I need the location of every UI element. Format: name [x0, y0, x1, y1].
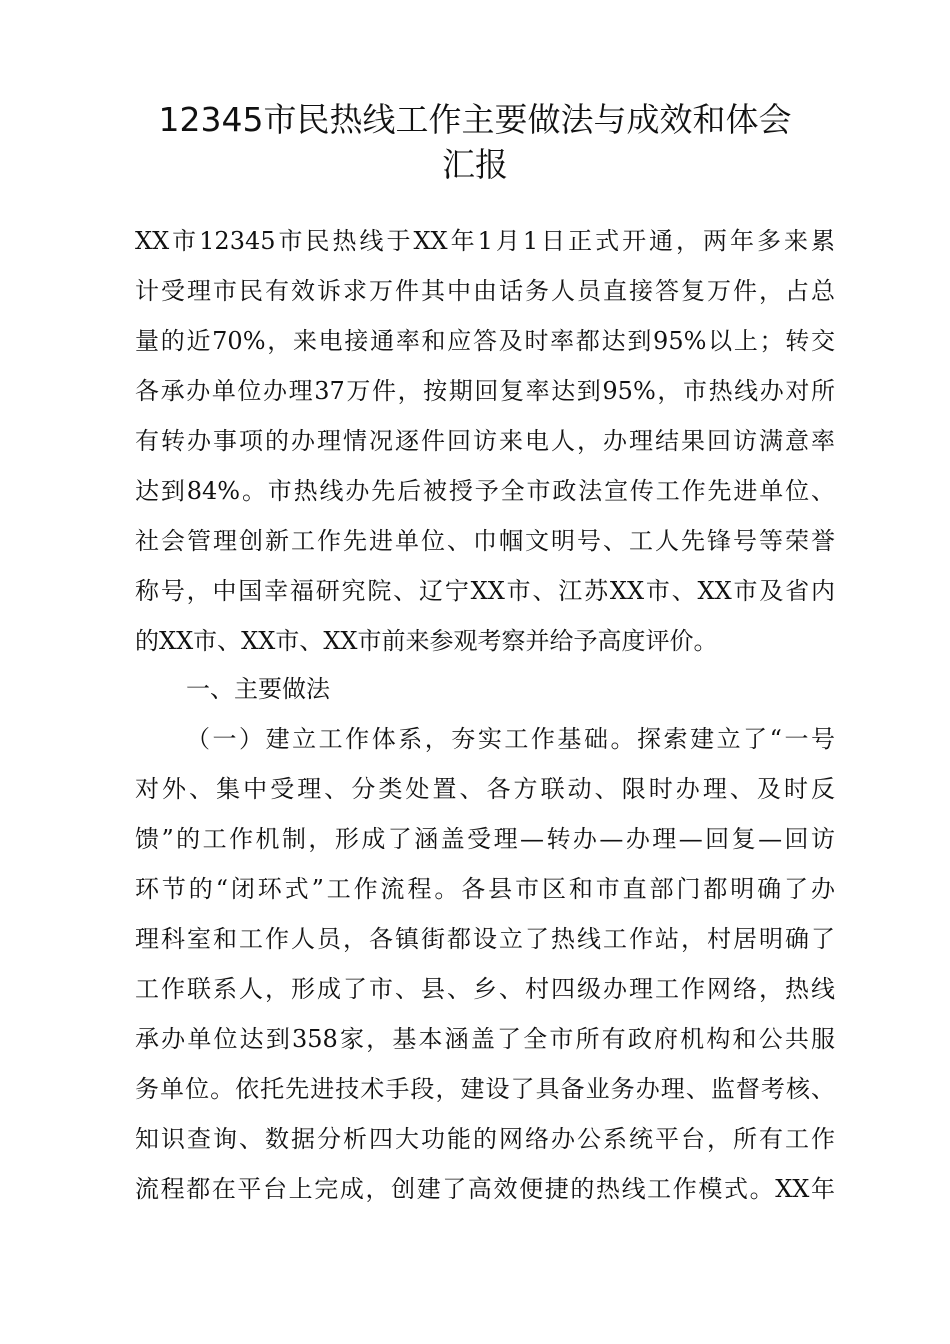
- subsection-paragraph-line: 对外、集中受理、分类处置、各方联动、限时办理、及时反: [135, 775, 835, 803]
- subsection-paragraph-line: 馈”的工作机制，形成了涵盖受理—转办—办理—回复—回访: [135, 825, 835, 853]
- intro-paragraph-line: 达到84%。市热线办先后被授予全市政法宣传工作先进单位、: [135, 477, 835, 505]
- intro-paragraph-line: 有转办事项的办理情况逐件回访来电人，办理结果回访满意率: [135, 427, 835, 455]
- subsection-paragraph-line: 环节的“闭环式”工作流程。各县市区和市直部门都明确了办: [135, 875, 835, 903]
- intro-paragraph-line: XX市12345市民热线于XX年1月1日正式开通，两年多来累: [135, 227, 835, 255]
- subsection-paragraph-line: （一）建立工作体系，夯实工作基础。探索建立了“一号: [186, 725, 835, 753]
- intro-paragraph-line: 计受理市民有效诉求万件其中由话务人员直接答复万件，占总: [135, 277, 835, 305]
- document-title-line-2: 汇报: [442, 145, 508, 184]
- subsection-paragraph-line: 知识查询、数据分析四大功能的网络办公系统平台，所有工作: [135, 1125, 835, 1153]
- subsection-paragraph-line: 工作联系人，形成了市、县、乡、村四级办理工作网络，热线: [135, 975, 835, 1003]
- section-heading: 一、主要做法: [186, 675, 330, 703]
- subsection-paragraph-line: 理科室和工作人员，各镇街都设立了热线工作站，村居明确了: [135, 925, 835, 953]
- subsection-paragraph-line: 承办单位达到358家，基本涵盖了全市所有政府机构和公共服: [135, 1025, 835, 1053]
- intro-paragraph-line: 各承办单位办理37万件，按期回复率达到95%，市热线办对所: [135, 377, 835, 405]
- document-title-line-1: 12345市民热线工作主要做法与成效和体会: [158, 100, 792, 139]
- intro-paragraph-line: 量的近70%，来电接通率和应答及时率都达到95%以上；转交: [135, 327, 835, 355]
- intro-paragraph-line: 的XX市、XX市、XX市前来参观考察并给予高度评价。: [135, 627, 718, 655]
- subsection-paragraph-line: 务单位。依托先进技术手段，建设了具备业务办理、监督考核、: [135, 1075, 835, 1103]
- subsection-paragraph-line: 流程都在平台上完成，创建了高效便捷的热线工作模式。XX年: [135, 1175, 835, 1203]
- intro-paragraph-line: 称号，中国幸福研究院、辽宁XX市、江苏XX市、XX市及省内: [135, 577, 835, 605]
- intro-paragraph-line: 社会管理创新工作先进单位、巾帼文明号、工人先锋号等荣誉: [135, 527, 835, 555]
